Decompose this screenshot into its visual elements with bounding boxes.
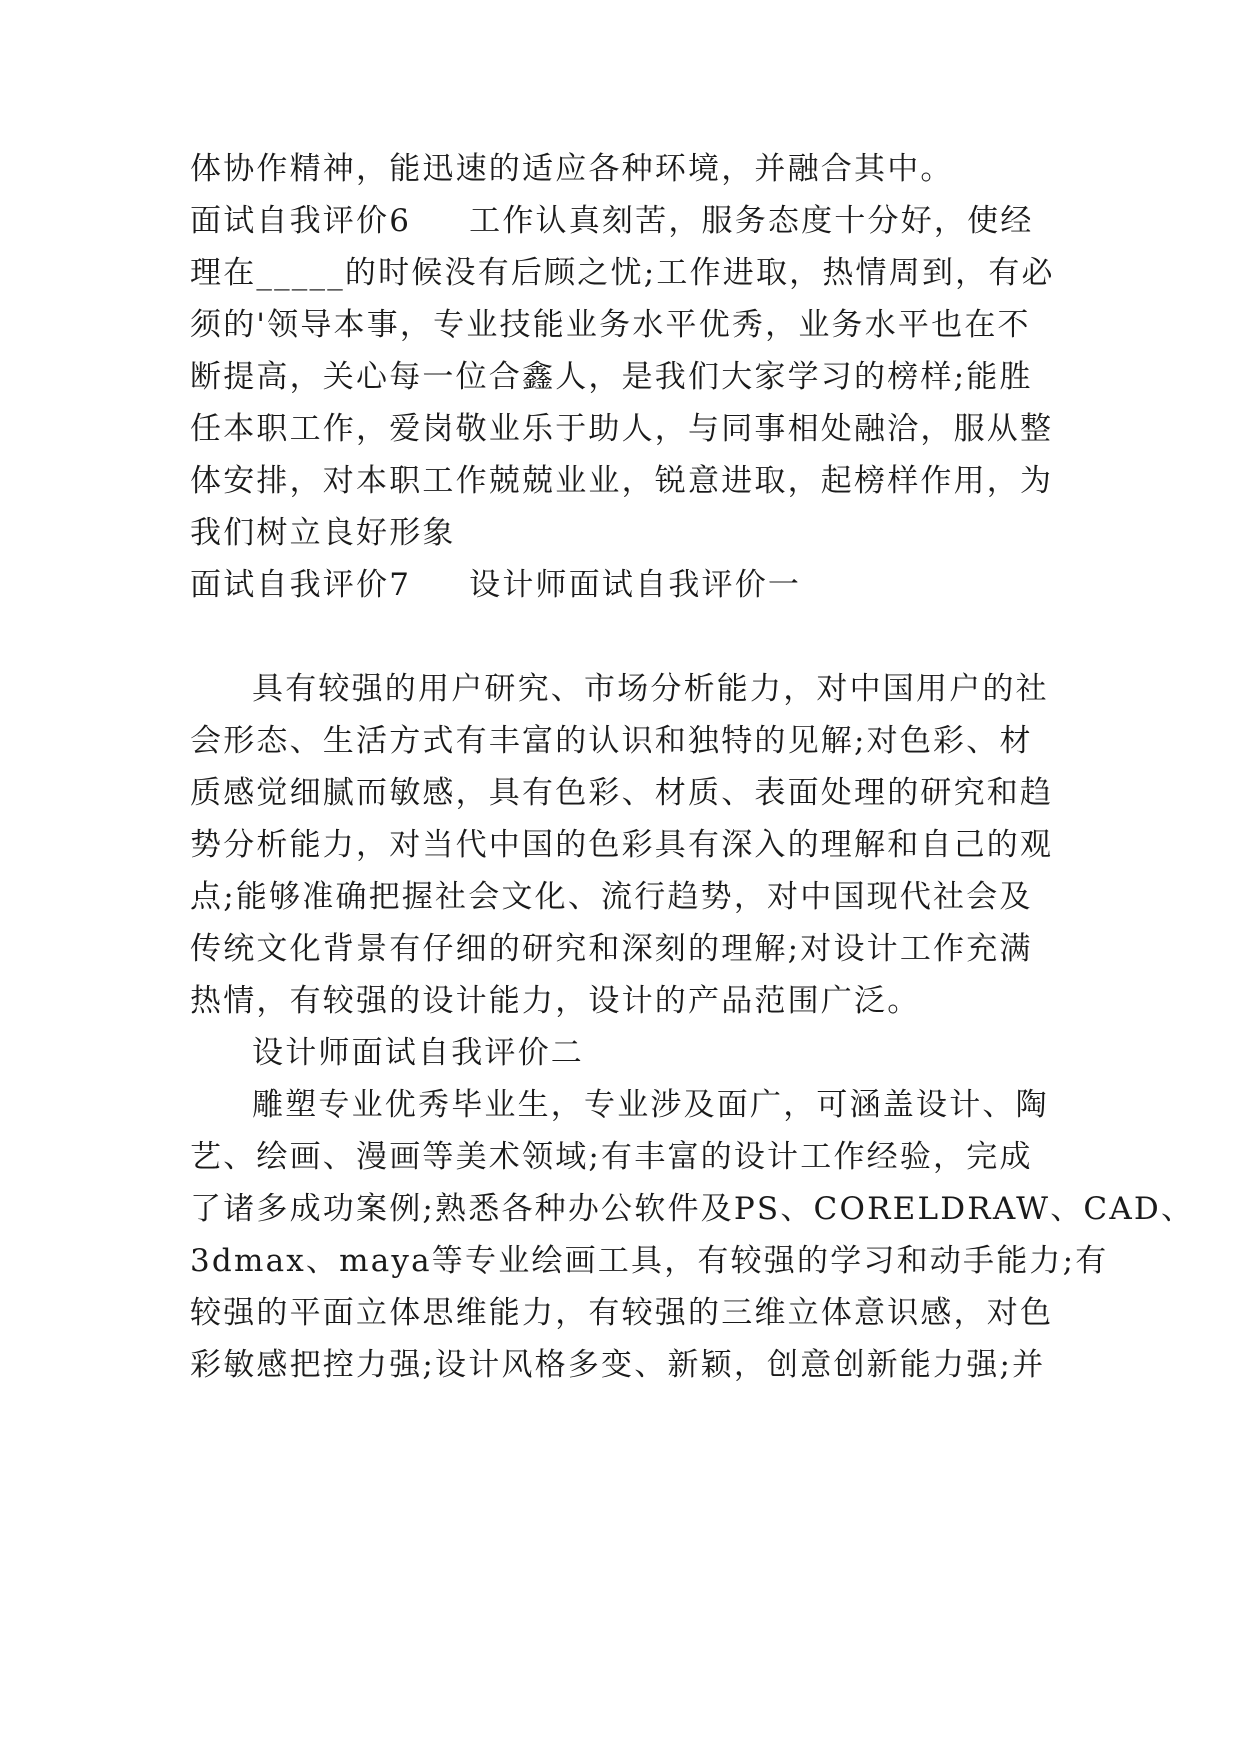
text-line: 质感觉细腻而敏感，具有色彩、材质、表面处理的研究和趋 xyxy=(190,775,1054,811)
text-line: 3dmax、maya等专业绘画工具，有较强的学习和动手能力;有 xyxy=(190,1243,1109,1279)
heading-title: 面试自我评价7 xyxy=(190,567,412,603)
text-line: 体协作精神，能迅速的适应各种环境，并融合其中。 xyxy=(190,151,954,187)
text-line: 任本职工作，爱岗敬业乐于助人，与同事相处融洽，服从整 xyxy=(190,411,1054,447)
text-line: 理在_____的时候没有后顾之忧;工作进取，热情周到，有必 xyxy=(190,255,1055,291)
text-line: 会形态、生活方式有丰富的认识和独特的见解;对色彩、材 xyxy=(190,723,1033,759)
text-line: 艺、绘画、漫画等美术领域;有丰富的设计工作经验，完成 xyxy=(190,1139,1033,1175)
text-line: 传统文化背景有仔细的研究和深刻的理解;对设计工作充满 xyxy=(190,931,1033,967)
text-line: 断提高，关心每一位合鑫人，是我们大家学习的榜样;能胜 xyxy=(190,359,1033,395)
heading-text: 工作认真刻苦，服务态度十分好，使经 xyxy=(469,203,1034,239)
paragraph-line: 具有较强的用户研究、市场分析能力，对中国用户的社 xyxy=(252,671,1049,707)
section-heading-7 xyxy=(190,565,1070,605)
subheading: 设计师面试自我评价二 xyxy=(252,1035,584,1071)
text-line: 体安排，对本职工作兢兢业业，锐意进取，起榜样作用，为 xyxy=(190,463,1054,499)
heading-text: 设计师面试自我评价一 xyxy=(469,567,802,603)
text-line: 须的'领导本事，专业技能业务水平优秀，业务水平也在不 xyxy=(190,307,1031,343)
section-heading-6 xyxy=(190,201,1070,241)
text-line: 彩敏感把控力强;设计风格多变、新颖，创意创新能力强;并 xyxy=(190,1347,1046,1383)
text-line: 我们树立良好形象 xyxy=(190,515,456,551)
heading-title: 面试自我评价6 xyxy=(190,203,412,239)
text-line: 较强的平面立体思维能力，有较强的三维立体意识感，对色 xyxy=(190,1295,1054,1331)
text-line: 点;能够准确把握社会文化、流行趋势，对中国现代社会及 xyxy=(190,879,1033,915)
text-line: 热情，有较强的设计能力，设计的产品范围广泛。 xyxy=(190,983,921,1019)
text-line: 了诸多成功案例;熟悉各种办公软件及PS、CORELDRAW、CAD、 xyxy=(190,1191,1195,1227)
text-line: 势分析能力，对当代中国的色彩具有深入的理解和自己的观 xyxy=(190,827,1054,863)
paragraph-line: 雕塑专业优秀毕业生，专业涉及面广，可涵盖设计、陶 xyxy=(252,1087,1049,1123)
